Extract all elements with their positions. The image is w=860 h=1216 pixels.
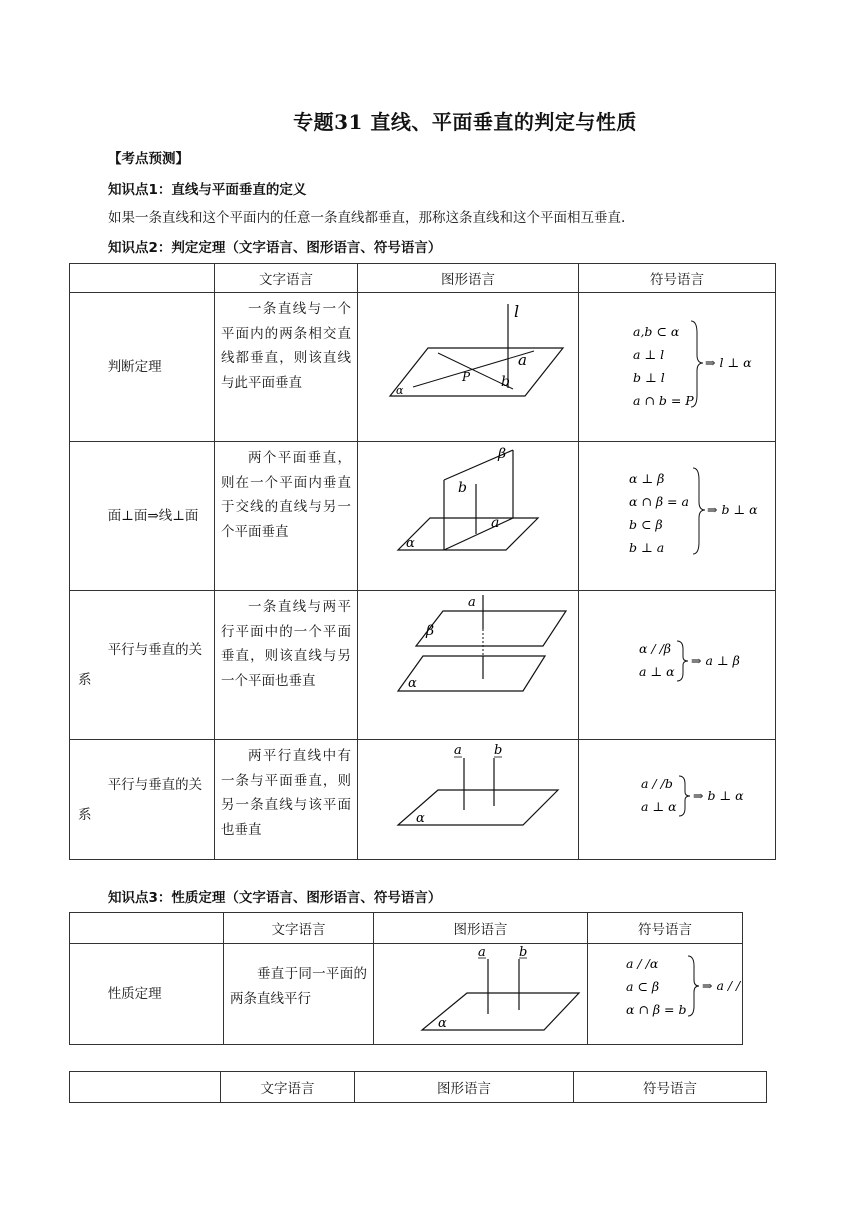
symbol-block bbox=[579, 591, 776, 739]
sym-line: a ⊂ β bbox=[626, 979, 660, 994]
fig-label: α bbox=[396, 384, 404, 397]
row-name: 面⊥面⇒线⊥面 bbox=[107, 508, 199, 524]
header-cell: 文字语言 bbox=[224, 913, 374, 944]
header-cell: 图形语言 bbox=[355, 1072, 574, 1103]
header-cell bbox=[70, 1072, 221, 1103]
parallel-lines-figure bbox=[358, 740, 579, 859]
header-cell: 符号语言 bbox=[588, 913, 743, 944]
table-header-row bbox=[70, 264, 776, 293]
section-label: 【考点预测】 bbox=[108, 151, 189, 167]
kp2-heading: 知识点2：判定定理（文字语言、图形语言、符号语言） bbox=[108, 240, 442, 256]
fig-label: β bbox=[498, 446, 507, 462]
sym-line: α ⊥ β bbox=[629, 471, 665, 486]
row-name: 性质定理 bbox=[107, 986, 162, 1002]
symbol-cell bbox=[579, 740, 776, 860]
parallel-planes-figure bbox=[358, 591, 579, 739]
sym-line: b ⊥ l bbox=[633, 370, 665, 385]
fig-label: a bbox=[468, 595, 476, 610]
row-name: 平行与垂直的关系 bbox=[78, 642, 203, 688]
sym-result: ⇒ a ⊥ β bbox=[691, 653, 740, 668]
property-theorem-table bbox=[69, 912, 743, 1045]
property-figure bbox=[374, 944, 588, 1044]
fig-label: α bbox=[406, 536, 415, 551]
header-cell bbox=[70, 264, 215, 293]
figure-cell bbox=[374, 944, 588, 1045]
table-row bbox=[70, 442, 776, 591]
row-desc: 一条直线与一个平面内的两条相交直线都垂直，则该直线与此平面垂直 bbox=[215, 293, 358, 442]
symbol-cell bbox=[579, 591, 776, 740]
header-cell: 图形语言 bbox=[374, 913, 588, 944]
row-desc: 两个平面垂直，则在一个平面内垂直于交线的直线与另一个平面垂直 bbox=[215, 442, 358, 591]
sym-line: a ⊥ α bbox=[641, 799, 677, 814]
sym-result: ⇒ b ⊥ α bbox=[707, 502, 758, 517]
judgement-theorem-table bbox=[69, 263, 776, 860]
row-desc: 两平行直线中有一条与平面垂直，则另一条直线与该平面也垂直 bbox=[215, 740, 358, 860]
figure-cell bbox=[358, 442, 579, 591]
fig-label: b bbox=[458, 480, 467, 496]
kp1-heading: 知识点1：直线与平面垂直的定义 bbox=[108, 182, 307, 198]
fig-label: b bbox=[519, 945, 528, 960]
row-name: 平行与垂直的关系 bbox=[78, 776, 203, 823]
symbol-block bbox=[579, 442, 776, 590]
table-row bbox=[70, 740, 776, 860]
sym-line: α ∩ β = a bbox=[629, 494, 689, 509]
symbol-cell bbox=[579, 293, 776, 442]
line-plane-figure bbox=[358, 293, 579, 441]
sym-line: a ⊥ α bbox=[639, 664, 675, 679]
fig-label: a bbox=[454, 743, 462, 758]
symbol-block bbox=[579, 293, 776, 441]
sym-line: a ⊥ l bbox=[633, 347, 665, 362]
sym-line: a ∩ b = P bbox=[633, 393, 694, 408]
kp1-text: 如果一条直线和这个平面内的任意一条直线都垂直，那称这条直线和这个平面相互垂直. bbox=[108, 210, 626, 226]
table-header-row bbox=[70, 913, 743, 944]
page-title: 专题31 直线、平面垂直的判定与性质 bbox=[293, 110, 637, 134]
row-name: 判断定理 bbox=[107, 359, 162, 375]
header-cell: 文字语言 bbox=[215, 264, 358, 293]
next-table bbox=[69, 1071, 767, 1103]
table-row bbox=[70, 591, 776, 740]
row-desc: 一条直线与两平行平面中的一个平面垂直，则该直线与另一个平面也垂直 bbox=[215, 591, 358, 740]
symbol-cell bbox=[588, 944, 743, 1045]
fig-label: α bbox=[416, 811, 425, 826]
sym-line: a,b ⊂ α bbox=[633, 324, 680, 339]
sym-line: α ∩ β = b bbox=[626, 1002, 687, 1017]
sym-result: ⇒ b ⊥ α bbox=[693, 788, 744, 803]
sym-result: ⇒ l ⊥ α bbox=[705, 355, 752, 370]
figure-cell bbox=[358, 591, 579, 740]
table-row bbox=[70, 293, 776, 442]
fig-label: β bbox=[426, 623, 435, 639]
figure-cell bbox=[358, 740, 579, 860]
fig-label: α bbox=[438, 1016, 447, 1031]
kp3-heading: 知识点3：性质定理（文字语言、图形语言、符号语言） bbox=[108, 890, 442, 906]
symbol-block bbox=[588, 944, 743, 1044]
sym-line: a / /b bbox=[641, 776, 673, 791]
symbol-cell bbox=[579, 442, 776, 591]
sym-line: a / /α bbox=[626, 956, 659, 971]
header-cell: 符号语言 bbox=[574, 1072, 767, 1103]
fig-label: a bbox=[491, 515, 500, 531]
plane-plane-figure bbox=[358, 442, 579, 590]
sym-line: b ⊥ a bbox=[629, 540, 665, 555]
fig-label: l bbox=[514, 302, 520, 321]
symbol-block bbox=[579, 740, 776, 859]
fig-label: b bbox=[501, 374, 510, 390]
figure-cell bbox=[358, 293, 579, 442]
fig-label: a bbox=[478, 945, 486, 960]
sym-line: α / /β bbox=[639, 641, 672, 656]
header-cell bbox=[70, 913, 224, 944]
row-desc: 垂直于同一平面的两条直线平行 bbox=[224, 944, 374, 1045]
fig-label: b bbox=[494, 743, 503, 758]
table-row bbox=[70, 944, 743, 1045]
header-cell: 图形语言 bbox=[358, 264, 579, 293]
header-cell: 文字语言 bbox=[221, 1072, 355, 1103]
header-cell: 符号语言 bbox=[579, 264, 776, 293]
fig-label: α bbox=[408, 676, 417, 691]
fig-label: P bbox=[462, 370, 471, 384]
table-header-row bbox=[70, 1072, 767, 1103]
fig-label: a bbox=[518, 351, 527, 369]
sym-result: ⇒ a / / bbox=[702, 978, 741, 993]
sym-line: b ⊂ β bbox=[629, 517, 663, 532]
